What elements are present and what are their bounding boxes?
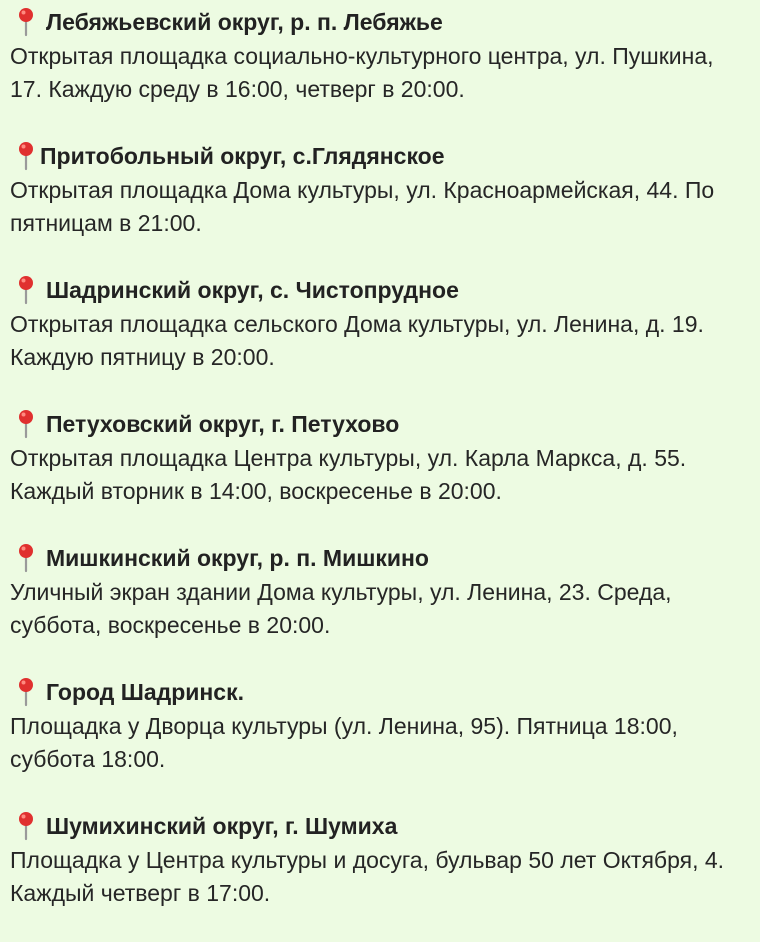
entry-description: Открытая площадка сельского Дома культуры, ул. Ленина, д. 19. Каждую пятницу в 20:00.	[10, 311, 704, 370]
round-pushpin-icon	[16, 811, 36, 841]
entry-heading	[10, 808, 748, 844]
list-item	[10, 406, 748, 540]
entry-description: Площадка у Дворца культуры (ул. Ленина, 95). Пятница 18:00, суббота 18:00.	[10, 713, 678, 772]
entry-title: Мишкинский округ, р. п. Мишкино	[46, 544, 429, 571]
round-pushpin-icon	[16, 275, 36, 305]
round-pushpin-icon	[16, 7, 36, 37]
list-item	[10, 138, 748, 272]
entry-description: Открытая площадка Центра культуры, ул. Карла Маркса, д. 55. Каждый вторник в 14:00, воскресенье в 20:00.	[10, 445, 687, 504]
round-pushpin-icon	[16, 141, 36, 171]
entry-title: Лебяжьевский округ, р. п. Лебяжье	[46, 8, 443, 35]
entry-heading	[10, 272, 748, 308]
entry-description: Открытая площадка социально-культурного центра, ул. Пушкина, 17. Каждую среду в 16:00, четверг в 20:00.	[10, 43, 714, 102]
round-pushpin-icon	[16, 409, 36, 439]
entry-title: Шадринский округ, с. Чистопрудное	[46, 276, 459, 303]
round-pushpin-icon	[16, 677, 36, 707]
list-item	[10, 674, 748, 808]
entry-heading	[10, 138, 748, 174]
entry-description: Площадка у Центра культуры и досуга, бульвар 50 лет Октября, 4. Каждый четверг в 17:00.	[10, 847, 725, 906]
entry-description: Открытая площадка Дома культуры, ул. Красноармейская, 44. По пятницам в 21:00.	[10, 177, 715, 236]
entry-heading	[10, 674, 748, 710]
entry-heading	[10, 540, 748, 576]
list-item	[10, 808, 748, 942]
list-item	[10, 540, 748, 674]
round-pushpin-icon	[16, 543, 36, 573]
entry-title: Шумихинский округ, г. Шумиха	[46, 812, 398, 839]
list-item	[10, 4, 748, 138]
entry-heading	[10, 4, 748, 40]
entry-title: Притобольный округ, с.Глядянское	[40, 142, 445, 169]
list-item	[10, 272, 748, 406]
entry-title: Город Шадринск.	[46, 678, 245, 705]
entry-description: Уличный экран здании Дома культуры, ул. Ленина, 23. Среда, суббота, воскресенье в 20:00.	[10, 579, 672, 638]
entry-title: Петуховский округ, г. Петухово	[46, 410, 400, 437]
entry-heading	[10, 406, 748, 442]
